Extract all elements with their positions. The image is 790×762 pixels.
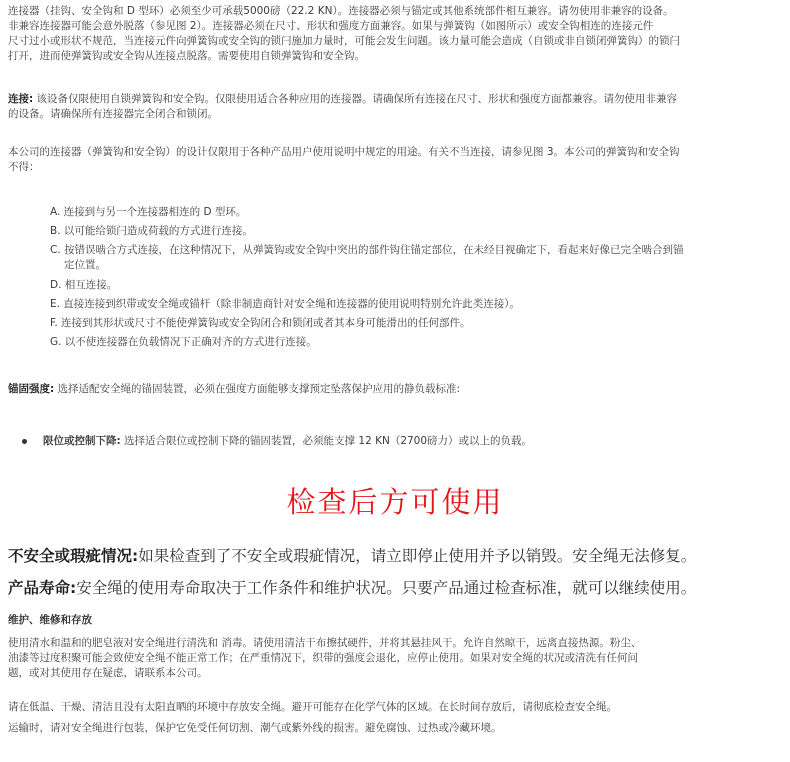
connector-line-2: 非兼容连接器可能会意外脱落（参见图 2）。连接器必须在尺寸、形状和强度方面兼容。如果与弹簧钩（如图所示）或安全钩相连的连接元件 bbox=[8, 20, 654, 32]
bullet-dot-icon bbox=[22, 439, 27, 444]
inspect-before-use-title: 检查后方可使用 bbox=[286, 485, 504, 519]
list-item: F. 连接到其形状或尺寸不能使弹簧钩或安全钩闭合和锁闭或者其本身可能滑出的任何部件。 bbox=[50, 316, 471, 329]
restraint-label: 限位或控制下降: bbox=[43, 435, 121, 447]
maintenance-line-2: 油漆等过度积聚可能会致使安全绳不能正常工作；在严重情况下，织带的强度会退化，应停止使用。如果对安全绳的状况或清洗有任何问 bbox=[8, 652, 638, 664]
restraint-bullet bbox=[22, 434, 782, 449]
maintenance-line-3: 题，或对其使用存在疑虑，请联系本公司。 bbox=[8, 667, 208, 679]
connector-strength-paragraph bbox=[8, 4, 784, 64]
maintenance-line-1: 使用清水和温和的肥皂液对安全绳进行清洗和 消毒。请使用清洁干布擦拭硬件，并将其悬挂风干。允许自然晾干，远离直接热源。粉尘、 bbox=[8, 637, 642, 649]
anchor-text: 选择适配安全绳的锚固装置，必须在强度方面能够支撑预定坠落保护应用的静负载标准: bbox=[57, 383, 461, 395]
company-connector-line-1: 本公司的连接器（弹簧钩和安全钩）的设计仅限用于各种产品用户使用说明中规定的用途。有关不当连接，请参见图 3。本公司的弹簧钩和安全钩 bbox=[8, 146, 680, 158]
restraint-text: 选择适合限位或控制下降的锚固装置，必须能支撑 12 KN（2700磅力）或以上的负载。 bbox=[124, 435, 533, 447]
list-item-text: C. 按错误啮合方式连接，在这种情况下，从弹簧钩或安全钩中突出的部件钩住锚定部位，在未经目视确定下，看起来好像已完全啮合到锚 bbox=[50, 244, 684, 257]
connect-paragraph bbox=[8, 92, 784, 122]
connect-label: 连接: bbox=[8, 93, 34, 105]
list-item: B. 以可能给锁闩造成荷载的方式进行连接。 bbox=[50, 225, 253, 238]
connector-line-1: 连接器（挂钩、安全钩和 D 型环）必须至少可承载5000磅（22.2 KN）。连接器必须与锚定或其他系统部件相互兼容。请勿使用非兼容的设备。 bbox=[8, 5, 674, 17]
connector-line-3: 尺寸过小或形状不规范，当连接元件向弹簧钩或安全钩的锁闩施加力量时，可能会发生问题。该力量可能会造成（自锁或非自锁闭弹簧钩）的锁闩 bbox=[8, 35, 680, 47]
prohibited-connections-list bbox=[50, 205, 780, 354]
list-item: A. 连接到与另一个连接器相连的 D 型环。 bbox=[50, 206, 247, 218]
unsafe-text: 如果检查到了不安全或瑕疵情况，请立即停止使用并予以销毁。安全绳无法修复。 bbox=[138, 547, 697, 565]
list-item bbox=[50, 243, 780, 273]
storage-line-1: 请在低温、干燥、清洁且没有太阳直晒的环境中存放安全绳。避开可能存在化学气体的区域。在长时间存放后，请彻底检查安全绳。 bbox=[8, 701, 617, 713]
unsafe-condition-line bbox=[8, 545, 788, 567]
unsafe-label: 不安全或瑕疵情况: bbox=[8, 547, 139, 565]
maintenance-heading: 维护、维修和存放 bbox=[8, 614, 92, 626]
list-item: E. 直接连接到织带或安全绳或锚杆（除非制造商针对安全绳和连接器的使用说明特别允许此类连接）。 bbox=[50, 297, 521, 310]
connect-text: 该设备仅限使用自锁弹簧钩和安全钩。仅限使用适合各种应用的连接器。请确保所有连接在尺寸、形状和强度方面都兼容。请勿使用非兼容 bbox=[36, 93, 678, 105]
connector-line-4: 打开，进而使弹簧钩或安全钩从连接点脱落。需要使用自锁弹簧钩和安全钩。 bbox=[8, 50, 365, 62]
list-item: D. 相互连接。 bbox=[50, 278, 118, 291]
life-text: 安全绳的使用寿命取决于工作条件和维护状况。只要产品通过检查标准，就可以继续使用。 bbox=[76, 579, 697, 597]
storage-line-2: 运输时，请对安全绳进行包装，保护它免受任何切割、潮气或紫外线的损害。避免腐蚀、过热或冷藏环境。 bbox=[8, 722, 502, 734]
connect-text-2: 的设备。请确保所有连接器完全闭合和锁闭。 bbox=[8, 108, 218, 120]
life-label: 产品寿命: bbox=[8, 579, 77, 597]
maintenance-paragraph bbox=[8, 636, 784, 681]
company-connector-paragraph bbox=[8, 145, 784, 175]
anchor-strength-paragraph bbox=[8, 382, 784, 397]
anchor-label: 锚固强度: bbox=[8, 383, 55, 395]
list-item: G. 以不使连接器在负载情况下正确对齐的方式进行连接。 bbox=[50, 336, 317, 349]
list-item-continuation: 定位置。 bbox=[64, 259, 106, 272]
company-connector-line-2: 不得： bbox=[8, 161, 40, 173]
product-life-line bbox=[8, 577, 788, 599]
